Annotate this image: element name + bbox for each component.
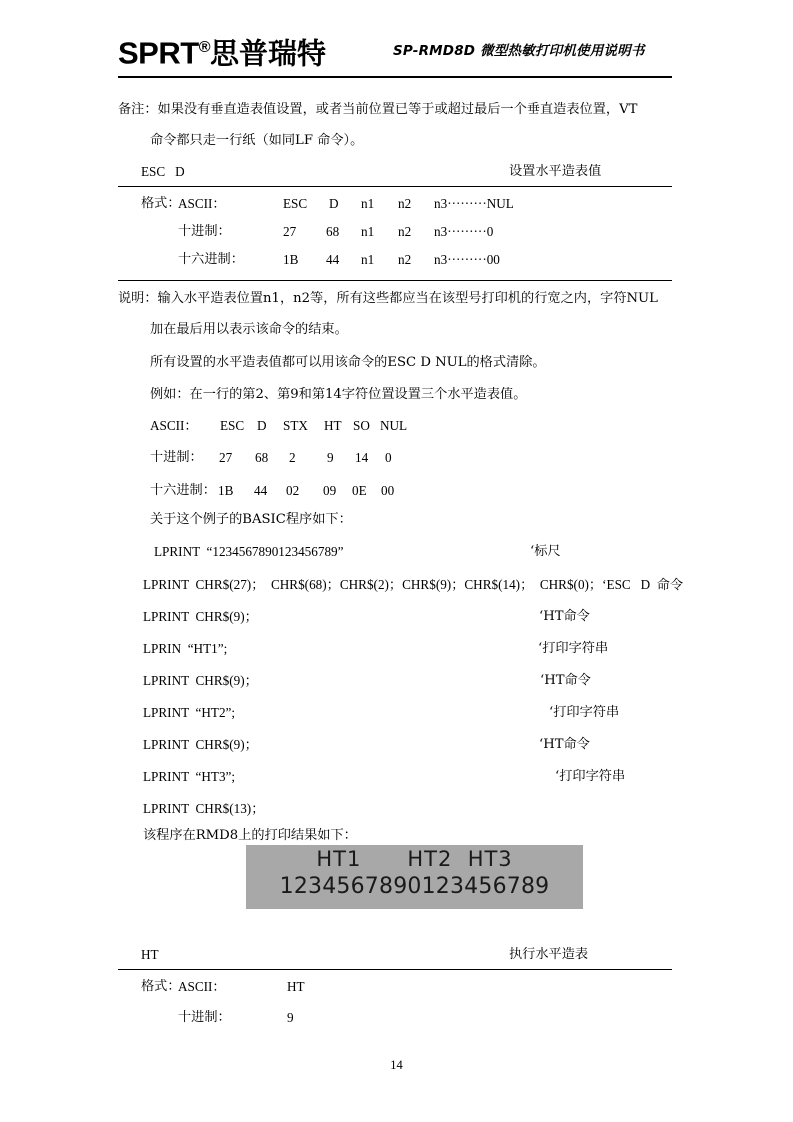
escd-row-2-c1: 1B: [283, 252, 299, 267]
basic-line-4-code: LPRINT CHR$(9)；: [143, 673, 258, 688]
example-row-0-c6: NUL: [380, 418, 408, 433]
example-row-2-label: 十六进制：: [150, 483, 216, 498]
example-row-0-c2: D: [257, 418, 267, 433]
basic-line-4-comment: ‘HT命令: [540, 673, 591, 688]
basic-result-caption: 该程序在RMD8上的打印结果如下：: [143, 828, 357, 843]
escd-row-2-label: 十六进制：: [178, 252, 244, 267]
command-escd-rule-top: [118, 186, 672, 187]
command-ht-name: HT: [141, 947, 159, 962]
brand-name-chinese: 思普瑞特: [209, 36, 326, 71]
example-row-1-c3: 2: [289, 450, 296, 465]
note-line-2: 命令都只走一行纸（如同LF 命令）。: [150, 133, 364, 148]
example-row-0-label: ASCII：: [150, 418, 198, 433]
command-escd-name: ESC D: [141, 164, 185, 179]
example-row-0-c5: SO: [353, 418, 370, 433]
basic-line-8-code: LPRINT CHR$(13)；: [143, 801, 265, 816]
escd-row-1-label: 十进制：: [178, 224, 231, 239]
escd-row-0-c2: D: [329, 196, 339, 211]
page-header: [118, 28, 672, 76]
example-row-2-c3: 02: [286, 483, 300, 498]
basic-line-2-comment: ‘HT命令: [539, 609, 590, 624]
example-row-2-c2: 44: [254, 483, 268, 498]
brand-logo: [118, 28, 326, 73]
example-row-0-c4: HT: [324, 418, 342, 433]
example-row-2-c5: 0E: [352, 483, 367, 498]
escd-row-0-label: ASCII：: [178, 196, 226, 211]
explanation-line-2: 加在最后用以表示该命令的结束。: [150, 322, 348, 337]
escd-row-1-c1: 27: [283, 224, 297, 239]
basic-program-intro: 关于这个例子的BASIC程序如下：: [150, 512, 352, 527]
command-escd-format-label: 格式：: [141, 196, 181, 211]
example-row-0-c1: ESC: [220, 418, 245, 433]
escd-row-0-c1: ESC: [283, 196, 308, 211]
example-row-1-c6: 0: [385, 450, 392, 465]
header-divider: [118, 76, 672, 78]
ht-row-0-label: ASCII：: [178, 979, 226, 994]
note-line-1: 备注：如果没有垂直造表值设置，或者当前位置已等于或超过最后一个垂直造表位置，VT: [118, 102, 638, 117]
ht-row-1-label: 十进制：: [178, 1010, 231, 1025]
escd-row-1-c4: n2: [398, 224, 412, 239]
escd-row-1-c5: n3·········0: [434, 224, 494, 239]
escd-row-0-c4: n2: [398, 196, 412, 211]
basic-line-7-code: LPRINT “HT3”;: [143, 769, 236, 784]
command-escd-rule-bottom: [118, 280, 672, 281]
printout-sample-image: [246, 845, 583, 909]
escd-row-2-c3: n1: [361, 252, 375, 267]
example-row-2-c6: 00: [381, 483, 395, 498]
ht-row-0-value: HT: [287, 979, 305, 994]
basic-line-0-code: LPRINT “1234567890123456789”: [154, 544, 344, 559]
basic-line-6-code: LPRINT CHR$(9)；: [143, 737, 258, 752]
example-row-2-c4: 09: [323, 483, 337, 498]
header-manual-title: SP-RMD8D 微型热敏打印机使用说明书: [393, 43, 645, 59]
escd-row-2-c5: n3·········00: [434, 252, 500, 267]
brand-name: SPRT: [118, 35, 199, 71]
escd-row-2-c4: n2: [398, 252, 412, 267]
example-row-0-c3: STX: [283, 418, 308, 433]
escd-row-0-c3: n1: [361, 196, 375, 211]
registered-mark-icon: ®: [198, 39, 210, 56]
basic-line-2-code: LPRINT CHR$(9)；: [143, 609, 258, 624]
basic-line-3-comment: ‘打印字符串: [538, 641, 609, 656]
command-ht-rule-top: [118, 969, 672, 970]
basic-line-6-comment: ‘HT命令: [539, 737, 590, 752]
escd-row-1-c2: 68: [326, 224, 340, 239]
escd-row-0-c5: n3·········NUL: [434, 196, 514, 211]
escd-row-1-c3: n1: [361, 224, 375, 239]
basic-line-7-comment: ‘打印字符串: [555, 769, 626, 784]
page-number: 14: [390, 1058, 403, 1072]
command-escd-function: 设置水平造表值: [509, 164, 602, 179]
explanation-line-3: 所有设置的水平造表值都可以用该命令的ESC D NUL的格式清除。: [150, 355, 546, 370]
ht-row-1-value: 9: [287, 1010, 294, 1025]
example-row-1-c4: 9: [327, 450, 334, 465]
basic-line-5-code: LPRINT “HT2”;: [143, 705, 236, 720]
basic-line-1-code: LPRINT CHR$(27)； CHR$(68)；CHR$(2)；CHR$(9)；CHR$(14)； CHR$(0)；‘ESC D 命令: [143, 577, 684, 592]
example-row-1-c1: 27: [219, 450, 233, 465]
example-row-1-label: 十进制：: [150, 450, 203, 465]
command-ht-format-label: 格式：: [141, 979, 181, 994]
explanation-line-1: 说明：输入水平造表位置n1，n2等，所有这些都应当在该型号打印机的行宽之内，字符NUL: [118, 291, 658, 306]
explanation-line-4: 例如：在一行的第2、第9和第14字符位置设置三个水平造表值。: [150, 387, 527, 402]
basic-line-0-comment: ‘标尺: [530, 544, 561, 559]
basic-line-3-code: LPRIN “HT1”;: [143, 641, 228, 656]
printout-line-2: 1234567890123456789: [279, 874, 550, 899]
example-row-2-c1: 1B: [218, 483, 234, 498]
command-ht-function: 执行水平造表: [509, 947, 589, 962]
example-row-1-c2: 68: [255, 450, 269, 465]
printout-line-1: HT1 HT2 HT3: [316, 847, 513, 871]
example-row-1-c5: 14: [355, 450, 369, 465]
escd-row-2-c2: 44: [326, 252, 340, 267]
basic-line-5-comment: ‘打印字符串: [549, 705, 620, 720]
